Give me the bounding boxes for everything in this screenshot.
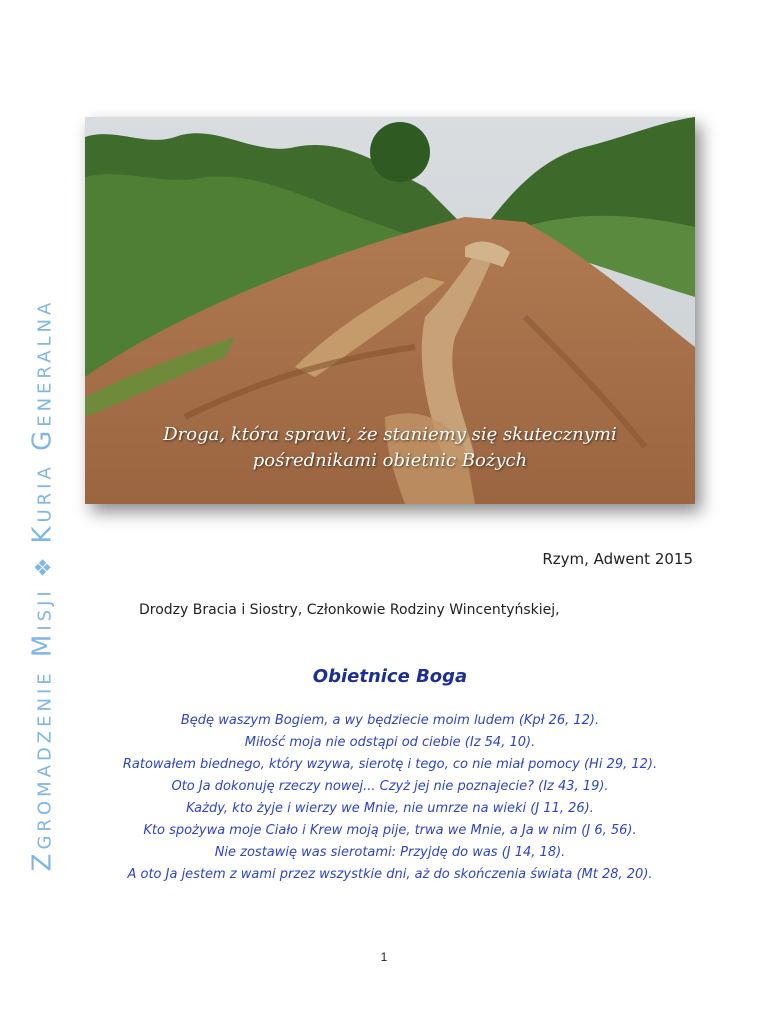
letter-greeting: Drodzy Bracia i Siostry, Członkowie Rodziny Wincentyńskiej,: [139, 602, 560, 618]
verse-line: Każdy, kto żyje i wierzy we Mnie, nie umrze na wieki (J 11, 26).: [186, 801, 594, 816]
page-number: 1: [380, 950, 388, 964]
section-title: Obietnice Boga: [312, 666, 468, 687]
verse-line: Miłość moja nie odstąpi od ciebie (Iz 54, 10).: [244, 735, 536, 750]
caption-line-1: Droga, która sprawi, że staniemy się skutecznymi: [163, 424, 617, 445]
verse-line: Kto spożywa moje Ciało i Krew moją pije, trwa we Mnie, a Ja w nim (J 6, 56).: [143, 823, 637, 838]
letter-date: Rzym, Adwent 2015: [542, 550, 693, 568]
caption-line-2: pośrednikami obietnic Bożych: [252, 450, 528, 471]
side-banner-text: [27, 299, 57, 872]
banner-left-text: Zgromadzenie Misji: [27, 587, 57, 872]
banner-right-text: Kuria Generalna: [27, 298, 57, 544]
verse-list: [85, 710, 695, 886]
verse-line: Oto Ja dokonuję rzeczy nowej... Czyż jej nie poznajecie? (Iz 43, 19).: [171, 779, 609, 794]
side-banner: [22, 240, 62, 930]
muddy-road-photo: [85, 117, 695, 504]
verse-line: Nie zostawię was sierotami: Przyjdę do was (J 14, 18).: [214, 845, 566, 860]
verse-line: A oto Ja jestem z wami przez wszystkie dni, aż do skończenia świata (Mt 28, 20).: [127, 867, 653, 882]
photo-caption: [85, 422, 695, 474]
verse-line: Ratowałem biednego, który wzywa, sierotę i tego, co nie miał pomocy (Hi 29, 12).: [122, 757, 658, 772]
banner-separator-icon: ❖: [31, 553, 56, 578]
verse-line: Będę waszym Bogiem, a wy będziecie moim ludem (Kpł 26, 12).: [180, 713, 600, 728]
